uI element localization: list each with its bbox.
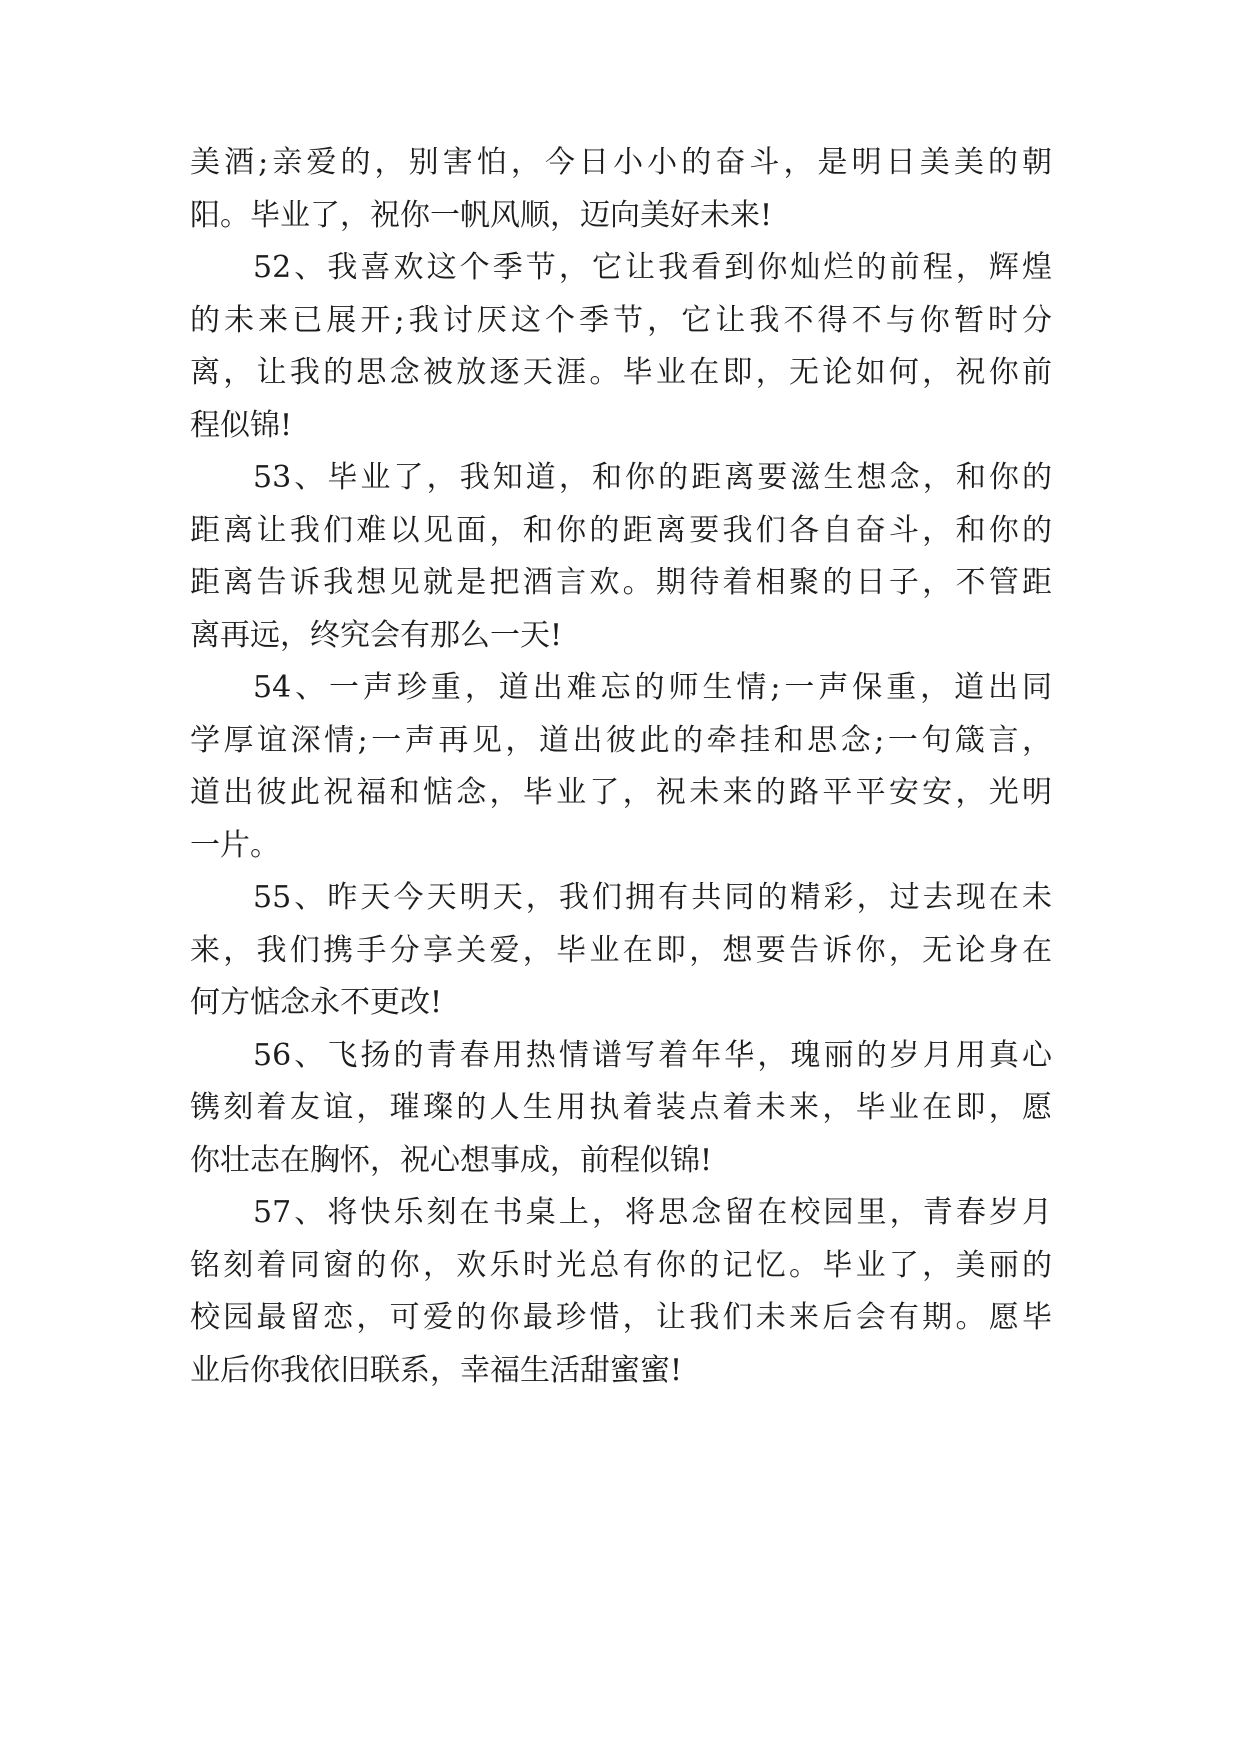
- paragraph-line: 美酒;亲爱的，别害怕，今日小小的奋斗，是明日美美的朝: [190, 145, 1052, 180]
- paragraph-line: 镌刻着友谊，璀璨的人生用执着装点着未来，毕业在即，愿: [190, 1090, 1052, 1125]
- paragraph-line: 阳。毕业了，祝你一帆风顺，迈向美好未来!: [190, 197, 773, 233]
- paragraph-line: 54、一声珍重，道出难忘的师生情;一声保重，道出同: [253, 670, 1052, 705]
- paragraph-line: 离再远，终究会有那么一天!: [190, 617, 563, 653]
- paragraph-line: 的未来已展开;我讨厌这个季节，它让我不得不与你暂时分: [190, 302, 1052, 338]
- paragraph-54: [190, 662, 1052, 872]
- paragraph-line: 57、将快乐刻在书桌上，将思念留在校园里，青春岁月: [253, 1195, 1052, 1230]
- document-body: [190, 137, 1052, 1397]
- paragraph-line: 业后你我依旧联系，幸福生活甜蜜蜜!: [190, 1352, 683, 1388]
- paragraph-line: 56、飞扬的青春用热情谱写着年华，瑰丽的岁月用真心: [253, 1037, 1052, 1073]
- paragraph-line: 55、昨天今天明天，我们拥有共同的精彩，过去现在未: [253, 880, 1052, 915]
- paragraph-line: 离，让我的思念被放逐天涯。毕业在即，无论如何，祝你前: [190, 355, 1052, 390]
- paragraph-line: 52、我喜欢这个季节，它让我看到你灿烂的前程，辉煌: [253, 250, 1052, 285]
- paragraph-55: [190, 872, 1052, 1030]
- paragraph-line: 一片。: [190, 827, 280, 863]
- paragraph-52: [190, 242, 1052, 452]
- paragraph-line: 学厚谊深情;一声再见，道出彼此的牵挂和思念;一句箴言，: [190, 722, 1052, 758]
- paragraph-line: 程似锦!: [190, 407, 293, 443]
- paragraph-line: 53、毕业了，我知道，和你的距离要滋生想念，和你的: [253, 460, 1052, 495]
- paragraph-line: 道出彼此祝福和惦念，毕业了，祝未来的路平平安安，光明: [190, 775, 1052, 810]
- paragraph-56: [190, 1030, 1052, 1188]
- paragraph-line: 校园最留恋，可爱的你最珍惜，让我们未来后会有期。愿毕: [190, 1300, 1052, 1335]
- paragraph-53: [190, 452, 1052, 662]
- paragraph-57: [190, 1187, 1052, 1397]
- paragraph-line: 来，我们携手分享关爱，毕业在即，想要告诉你，无论身在: [190, 932, 1052, 968]
- paragraph-continuation: [190, 137, 1052, 242]
- paragraph-line: 铭刻着同窗的你，欢乐时光总有你的记忆。毕业了，美丽的: [190, 1247, 1052, 1283]
- paragraph-line: 你壮志在胸怀，祝心想事成，前程似锦!: [190, 1142, 713, 1178]
- paragraph-line: 何方惦念永不更改!: [190, 985, 443, 1020]
- paragraph-line: 距离让我们难以见面，和你的距离要我们各自奋斗，和你的: [190, 512, 1052, 548]
- paragraph-line: 距离告诉我想见就是把酒言欢。期待着相聚的日子，不管距: [190, 565, 1052, 600]
